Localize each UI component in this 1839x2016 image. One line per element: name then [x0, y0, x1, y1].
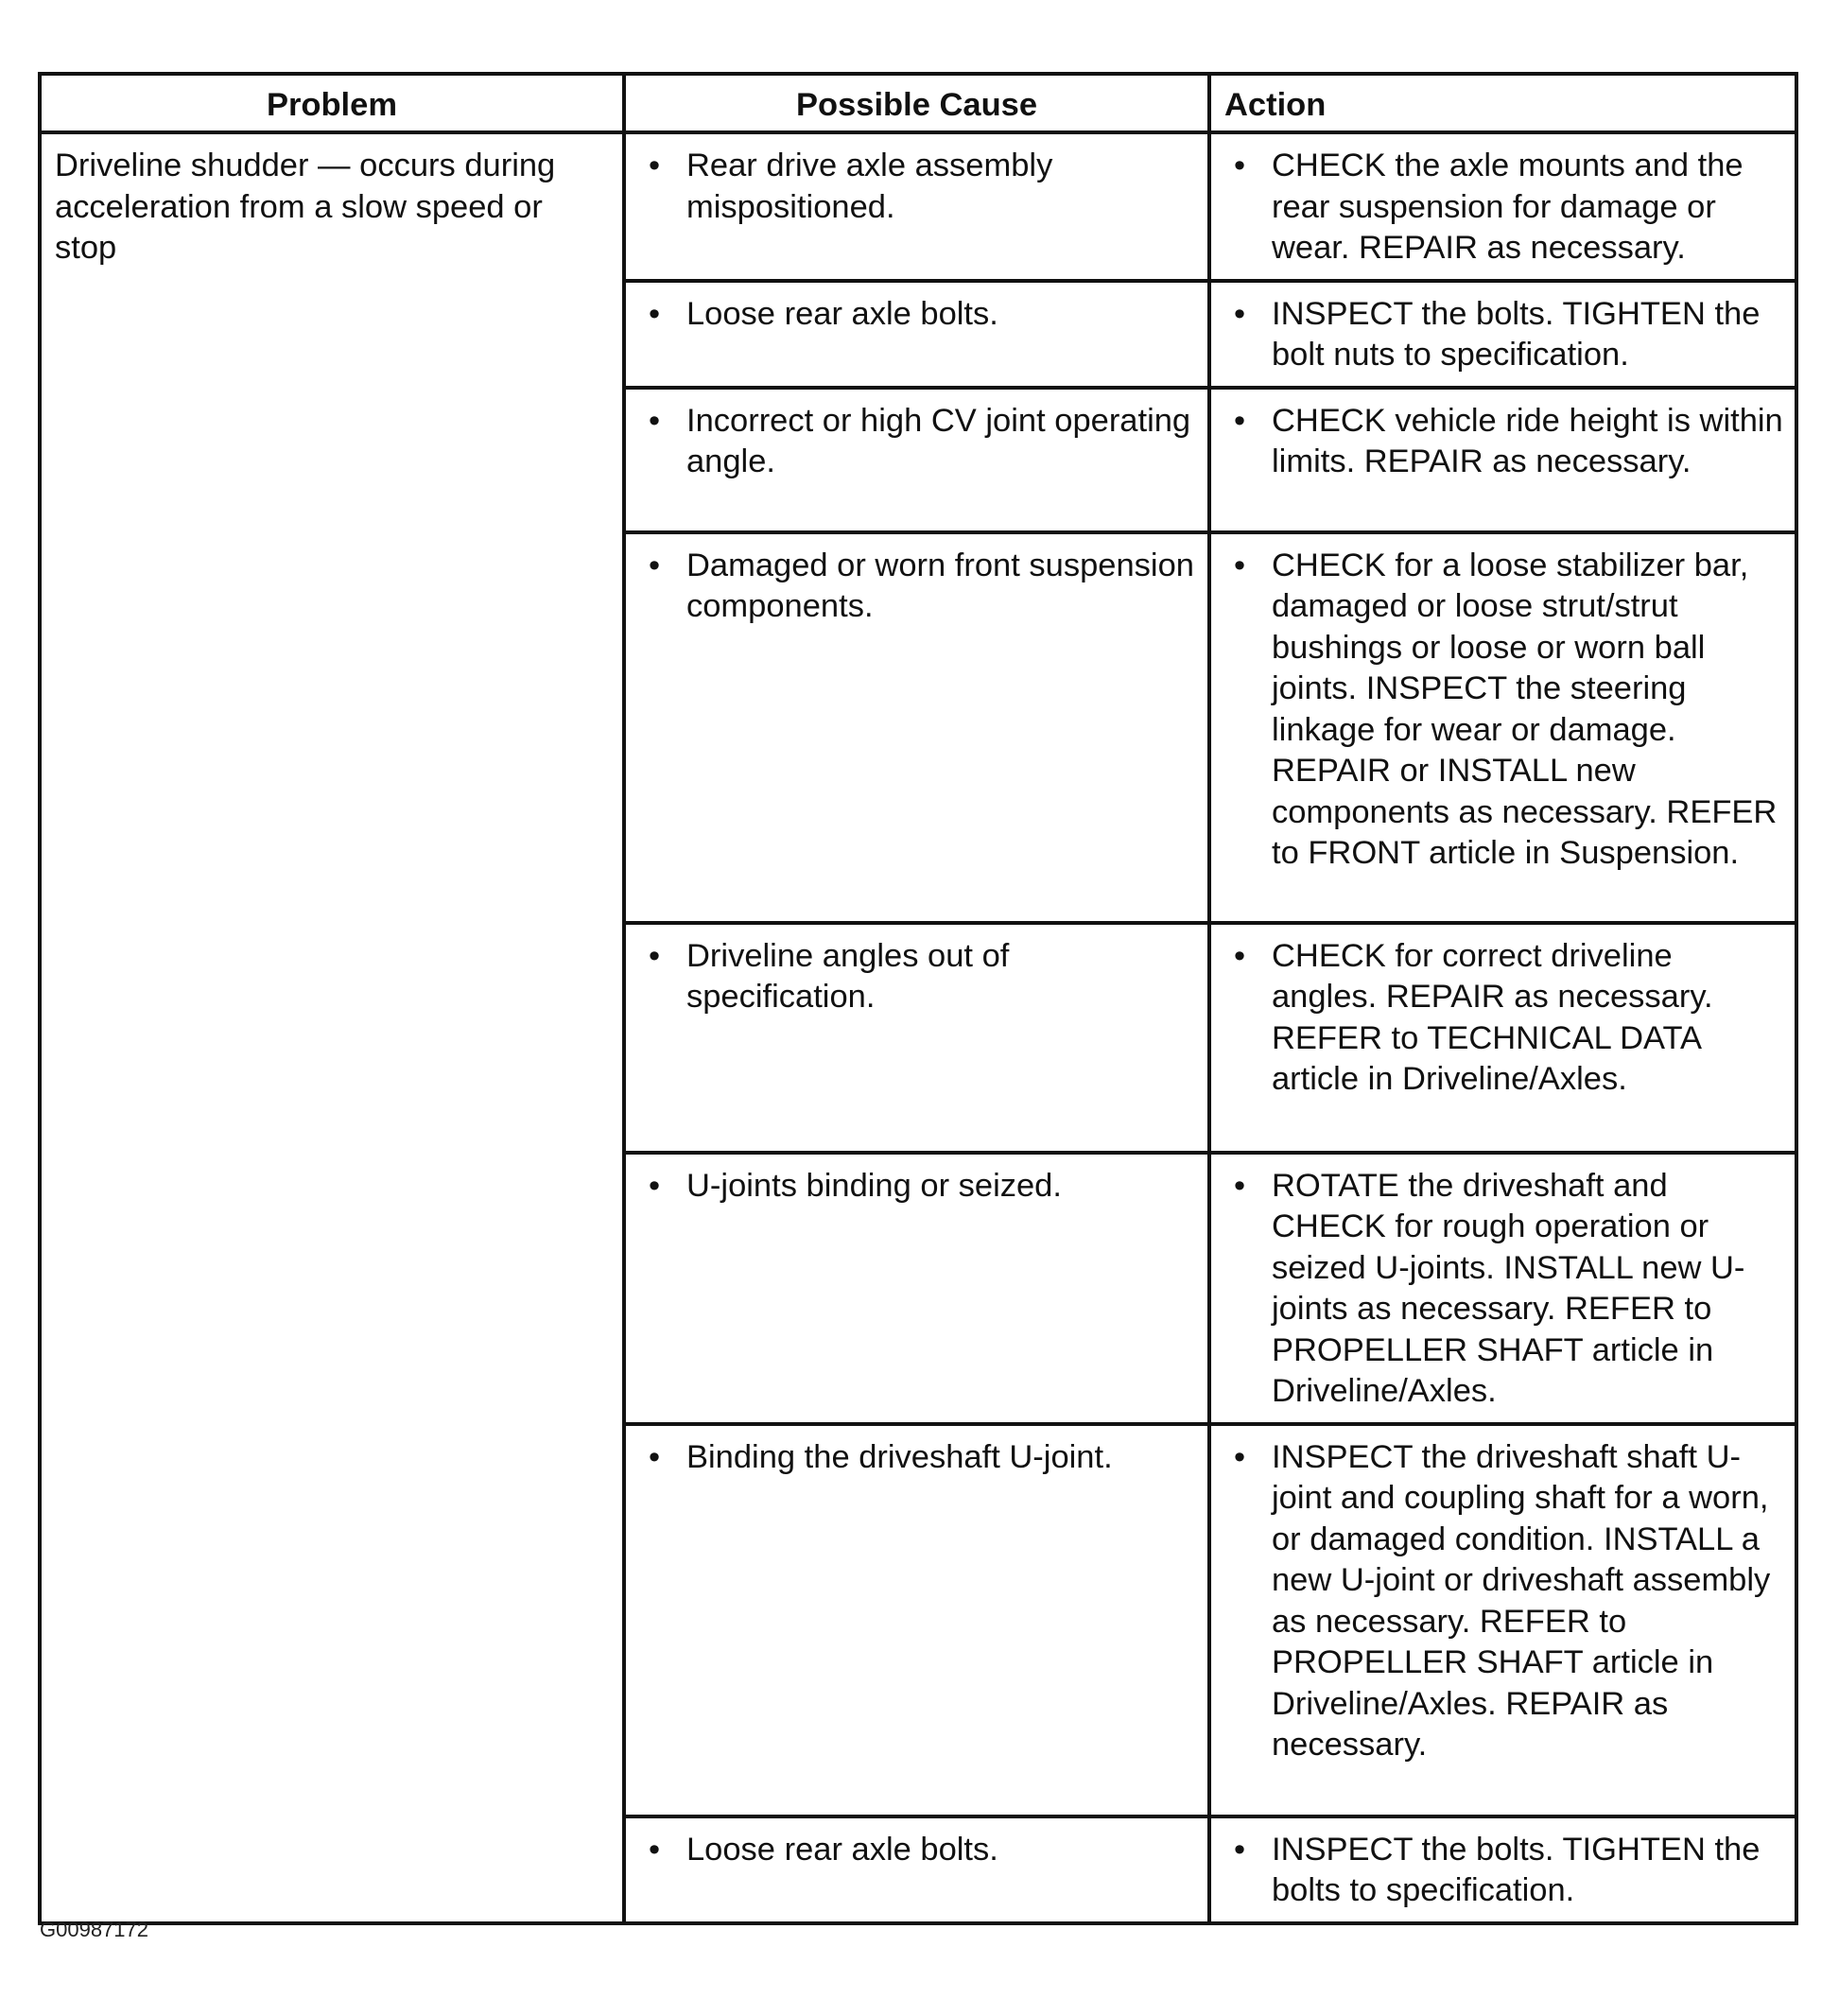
bullet-mark: • [1234, 1438, 1246, 1475]
bullet-mark: • [649, 402, 661, 439]
bullet-mark: • [649, 1831, 661, 1868]
action-cell [1209, 532, 1796, 923]
action-text: CHECK for a loose stabilizer bar, damaged or loose strut/strut bushings or loose or worn ball joints. INSPECT the steering linkage for wear or damage. REPAIR or INSTALL new components as necessary. REFER to FRONT article in Suspension. [1272, 547, 1778, 871]
table-row [40, 132, 1796, 281]
cause-text: Damaged or worn front suspension components. [686, 547, 1194, 624]
cause-cell [624, 532, 1209, 923]
header-possible-cause: Possible Cause [624, 74, 1209, 132]
action-cell [1209, 923, 1796, 1153]
action-cell [1209, 1424, 1796, 1816]
action-cell [1209, 281, 1796, 388]
action-cell [1209, 1153, 1796, 1424]
action-text: INSPECT the bolts. TIGHTEN the bolts to specification. [1272, 1831, 1761, 1908]
figure-code: G00987172 [40, 1918, 148, 1941]
bullet-mark: • [1234, 295, 1246, 332]
cause-text: Incorrect or high CV joint operating angle. [686, 402, 1191, 479]
problem-text: Driveline shudder — occurs during acceleration from a slow speed or stop [55, 148, 556, 266]
action-cell [1209, 132, 1796, 281]
diagnosis-table [38, 72, 1798, 1925]
bullet-mark: • [649, 1438, 661, 1475]
header-action: Action [1209, 74, 1796, 132]
action-cell [1209, 388, 1796, 532]
bullet-mark: • [649, 547, 661, 583]
cause-text: U-joints binding or seized. [686, 1167, 1062, 1204]
header-problem: Problem [40, 74, 624, 132]
cause-text: Binding the driveshaft U-joint. [686, 1438, 1113, 1475]
cause-text: Driveline angles out of specification. [686, 937, 1010, 1015]
cause-cell [624, 281, 1209, 388]
bullet-mark: • [1234, 937, 1246, 974]
cause-cell [624, 923, 1209, 1153]
action-text: CHECK vehicle ride height is within limits. REPAIR as necessary. [1272, 402, 1783, 479]
bullet-mark: • [1234, 148, 1246, 183]
bullet-mark: • [1234, 402, 1246, 439]
cause-cell [624, 388, 1209, 532]
header-row [40, 74, 1796, 132]
cause-cell [624, 1816, 1209, 1923]
action-text: CHECK for correct driveline angles. REPAIR as necessary. REFER to TECHNICAL DATA article in Driveline/Axles. [1272, 937, 1713, 1097]
cause-cell [624, 1424, 1209, 1816]
action-cell [1209, 1816, 1796, 1923]
bullet-mark: • [649, 1167, 661, 1204]
action-text: INSPECT the driveshaft shaft U-joint and coupling shaft for a worn, or damaged condition. INSTALL a new U-joint or driveshaft assembly as necessary. REFER to PROPELLER SHAFT article in Driveline/Axles. REPAIR as necessary. [1272, 1438, 1771, 1763]
action-text: ROTATE the driveshaft and CHECK for rough operation or seized U-joints. INSTALL new U-joints as necessary. REFER to PROPELLER SHAFT article in Driveline/Axles. [1272, 1167, 1745, 1409]
cause-text: Loose rear axle bolts. [686, 1831, 998, 1868]
problem-cell [40, 132, 624, 1923]
cause-text: Rear drive axle assembly mispositioned. [686, 148, 1053, 225]
cause-cell [624, 132, 1209, 281]
action-text: CHECK the axle mounts and the rear suspension for damage or wear. REPAIR as necessary. [1272, 148, 1744, 266]
bullet-mark: • [1234, 1831, 1246, 1868]
bullet-mark: • [649, 937, 661, 974]
cause-cell [624, 1153, 1209, 1424]
bullet-mark: • [649, 148, 661, 183]
bullet-mark: • [1234, 1167, 1246, 1204]
action-text: INSPECT the bolts. TIGHTEN the bolt nuts to specification. [1272, 295, 1761, 373]
cause-text: Loose rear axle bolts. [686, 295, 998, 332]
bullet-mark: • [649, 295, 661, 332]
bullet-mark: • [1234, 547, 1246, 583]
